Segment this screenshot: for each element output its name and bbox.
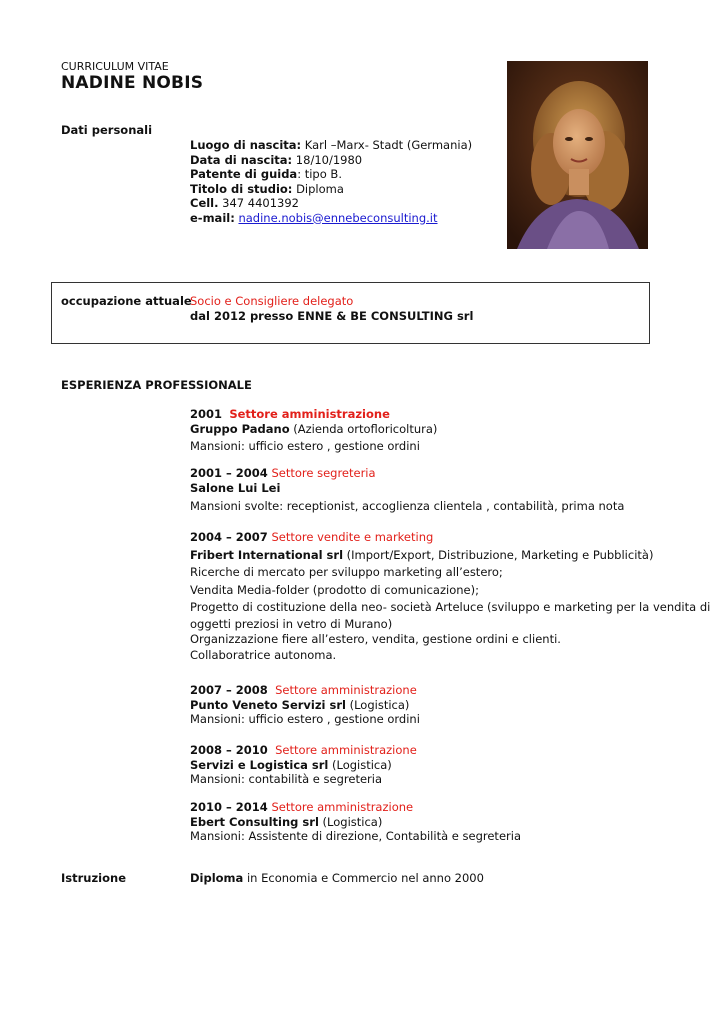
job-duty: Mansioni: Assistente di direzione, Contabilità e segreteria xyxy=(190,829,521,843)
job-sector: Settore vendite e marketing xyxy=(271,530,434,544)
license-row xyxy=(190,167,472,182)
birthdate-row xyxy=(190,153,472,168)
job-duty: Mansioni svolte: receptionist, accoglienza clientela , contabilità, prima nota xyxy=(190,499,625,513)
job-company: Ebert Consulting srl xyxy=(190,814,319,829)
experience-title: ESPERIENZA PROFESSIONALE xyxy=(61,378,252,392)
job-entry xyxy=(190,529,710,662)
job-period: 2004 – 2007 xyxy=(190,530,268,544)
job-duty: Progetto di costituzione della neo- società Arteluce (sviluppo e marketing per la vendita di xyxy=(190,600,711,614)
job-duty: Organizzazione fiere all’estero, vendita, gestione ordini e clienti. xyxy=(190,631,561,646)
occupation-role: Socio e Consigliere delegato xyxy=(190,294,354,308)
job-company-note: (Logistica) xyxy=(328,757,392,772)
education-degree: Diploma xyxy=(190,871,244,885)
degree-row xyxy=(190,182,472,197)
education-details xyxy=(190,871,484,886)
document-label: CURRICULUM VITAE xyxy=(61,60,169,73)
job-sector: Settore amministrazione xyxy=(275,743,417,757)
profile-photo xyxy=(507,61,648,249)
education-label: Istruzione xyxy=(61,871,127,885)
phone-value: 347 4401392 xyxy=(218,196,299,210)
job-sector: Settore amministrazione xyxy=(275,683,417,697)
job-company: Punto Veneto Servizi srl xyxy=(190,697,346,712)
job-period: 2007 – 2008 xyxy=(190,683,268,697)
personal-section-label: Dati personali xyxy=(61,123,153,137)
job-duty: Mansioni: ufficio estero , gestione ordini xyxy=(190,439,420,453)
occupation-detail: dal 2012 presso ENNE & BE CONSULTING srl xyxy=(190,309,474,323)
job-company: Salone Lui Lei xyxy=(190,480,281,495)
job-duty: Collaboratrice autonoma. xyxy=(190,647,337,662)
birthplace-row xyxy=(190,138,472,153)
email-link[interactable]: nadine.nobis@ennebeconsulting.it xyxy=(238,210,438,225)
job-period: 2001 xyxy=(190,407,223,421)
job-sector: Settore segreteria xyxy=(271,466,376,480)
job-period: 2010 – 2014 xyxy=(190,800,268,814)
job-company-note: (Logistica) xyxy=(345,697,410,712)
job-entry xyxy=(190,407,437,454)
job-entry xyxy=(190,683,420,727)
occupation-details xyxy=(190,294,473,324)
birthdate-label: Data di nascita: xyxy=(190,152,293,167)
job-sector: Settore amministrazione xyxy=(229,407,390,421)
job-duty: Ricerche di mercato per sviluppo marketing all’estero; xyxy=(190,565,503,579)
birthdate-value: 18/10/1980 xyxy=(292,152,363,167)
job-company-note: (Logistica) xyxy=(318,814,383,829)
job-entry xyxy=(190,800,521,844)
education-detail: in Economia e Commercio nel anno 2000 xyxy=(243,871,484,885)
candidate-name: NADINE NOBIS xyxy=(61,73,204,93)
job-company-note: (Azienda ortofloricoltura) xyxy=(289,421,438,436)
occupation-label: occupazione attuale xyxy=(61,294,192,308)
job-duty: Vendita Media-folder (prodotto di comunicazione); xyxy=(190,582,479,597)
email-label: e-mail: xyxy=(190,210,235,225)
birthplace-value: Karl –Marx- Stadt (Germania) xyxy=(301,138,473,152)
job-duty: oggetti preziosi in vetro di Murano) xyxy=(190,616,393,631)
email-row xyxy=(190,211,472,226)
license-value: : tipo B. xyxy=(297,167,342,181)
birthplace-label: Luogo di nascita: xyxy=(190,138,302,152)
job-period: 2008 – 2010 xyxy=(190,743,268,757)
personal-details xyxy=(190,138,472,225)
job-sector: Settore amministrazione xyxy=(271,800,414,814)
degree-value: Diploma xyxy=(292,181,344,196)
phone-label: Cell. xyxy=(190,196,219,210)
job-company: Fribert International srl xyxy=(190,547,344,562)
job-company: Gruppo Padano xyxy=(190,421,290,436)
license-label: Patente di guida xyxy=(190,167,298,181)
job-entry xyxy=(190,466,624,514)
job-company-note: (Import/Export, Distribuzione, Marketing e Pubblicità) xyxy=(343,547,654,562)
job-period: 2001 – 2004 xyxy=(190,466,268,480)
job-duty: Mansioni: ufficio estero , gestione ordini xyxy=(190,712,420,726)
phone-row xyxy=(190,196,472,211)
job-company: Servizi e Logistica srl xyxy=(190,757,329,772)
degree-label: Titolo di studio: xyxy=(190,181,293,196)
job-entry xyxy=(190,743,417,787)
job-duty: Mansioni: contabilità e segreteria xyxy=(190,772,382,786)
